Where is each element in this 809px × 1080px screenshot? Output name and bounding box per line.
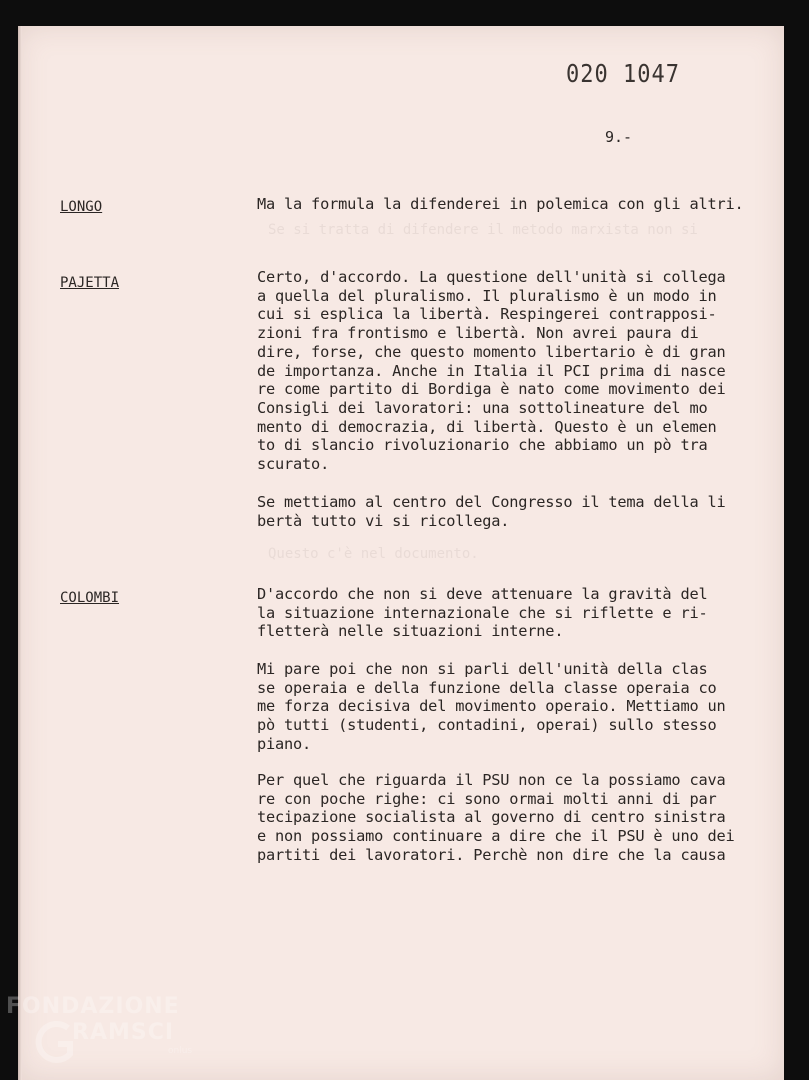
speech-paragraph (257, 585, 707, 641)
speech-paragraph (257, 195, 744, 214)
fondazione-gramsci-watermark (6, 994, 206, 1074)
watermark-sub: onlus (168, 1046, 193, 1056)
speech-paragraph (257, 660, 726, 754)
text-line: Per quel che riguarda il PSU non ce la possiamo cava (257, 771, 726, 789)
text-line: D'accordo che non si deve attenuare la gravità del (257, 585, 708, 603)
text-line: de importanza. Anche in Italia il PCI prima di nasce (257, 361, 726, 380)
text-line: tecipazione socialista al governo di centro sinistra (257, 808, 726, 827)
speaker-name-longo: LONGO (60, 199, 103, 215)
text-line: la situazione internazionale che si riflette e ri- (257, 603, 708, 622)
text-line: partiti dei lavoratori. Perchè non dire che la causa (257, 845, 726, 864)
text-line: zioni fra frontismo e libertà. Non avrei paura di (257, 324, 699, 343)
text-line: re con poche righe: ci sono ormai molti anni di par (257, 789, 717, 808)
text-line: mento di democrazia, di libertà. Questo è un elemen (257, 417, 717, 436)
text-line: fletterà nelle situazioni interne. (257, 622, 564, 641)
document-number: 020 1047 (566, 60, 680, 89)
text-line: to di slancio rivoluzionario che abbiamo un pò tra (257, 436, 708, 455)
page-number: 9.- (605, 128, 633, 146)
text-line: dire, forse, che questo momento libertario è di gran (257, 342, 726, 361)
speaker-name-colombi: COLOMBI (60, 590, 120, 606)
bleed-through-text: Se si tratta di difendere il metodo marxista non si (268, 222, 698, 238)
page-edge (18, 26, 22, 1080)
bleed-through-text: Questo c'è nel documento. (268, 546, 479, 562)
text-line: Certo, d'accordo. La questione dell'unità si collega (257, 268, 726, 286)
text-line: cui si esplica la libertà. Respingerei contrapposi- (257, 305, 717, 324)
text-line: a quella del pluralismo. Il pluralismo è un modo in (257, 286, 717, 305)
text-line: pò tutti (studenti, contadini, operai) sullo stesso (257, 716, 717, 735)
watermark-line1: FONDAZIONE (6, 994, 180, 1019)
text-line: Consigli dei lavoratori: una sottolineature del mo (257, 398, 708, 417)
text-line: me forza decisiva del movimento operaio. Mettiamo un (257, 697, 726, 716)
text-line: scurato. (257, 455, 330, 474)
text-line: se operaia e della funzione della classe operaia co (257, 678, 717, 697)
text-line: Ma la formula la difenderei in polemica con gli altri. (257, 195, 744, 213)
speech-paragraph (257, 493, 726, 530)
text-line: re come partito di Bordiga è nato come movimento dei (257, 380, 726, 399)
speech-paragraph (257, 268, 726, 474)
speech-paragraph (257, 771, 735, 865)
speaker-name-pajetta: PAJETTA (60, 275, 120, 291)
text-line: Se mettiamo al centro del Congresso il tema della li (257, 493, 726, 511)
text-line: piano. (257, 734, 312, 753)
text-line: Mi pare poi che non si parli dell'unità della clas (257, 660, 708, 678)
watermark-line2: RAMSCI (72, 1020, 175, 1045)
text-line: bertà tutto vi si ricollega. (257, 511, 510, 530)
text-line: e non possiamo continuare a dire che il PSU è uno dei (257, 827, 735, 846)
